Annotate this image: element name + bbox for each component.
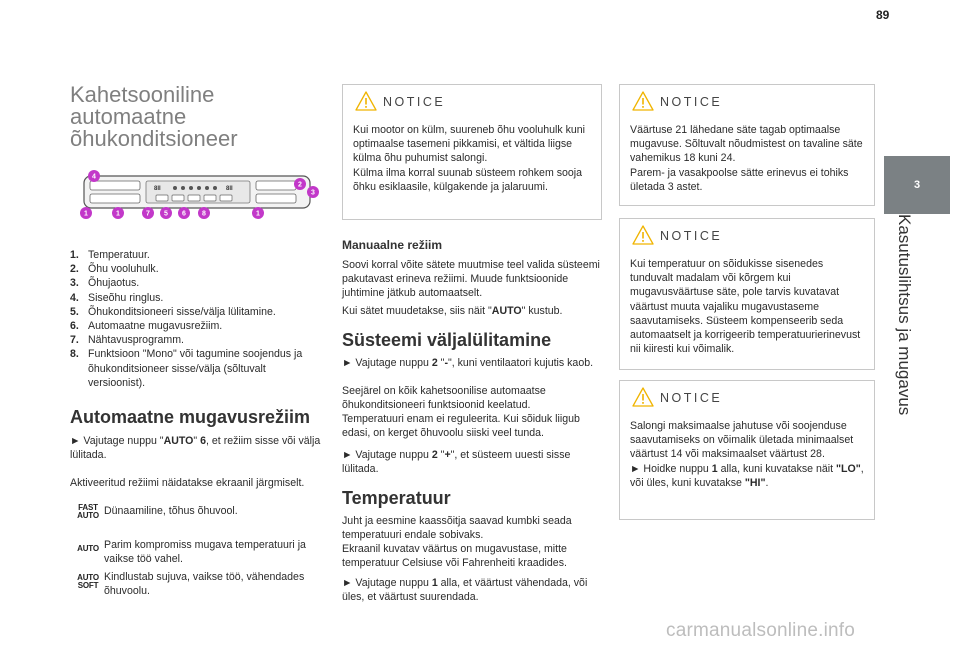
callout-2-label: 2 [298,181,302,189]
climate-panel-svg [72,168,324,224]
notice-header [620,85,874,119]
mode-fast-auto [72,504,324,520]
warning-triangle-icon [632,225,654,245]
callout-4-label: 4 [92,173,96,181]
notice-header [620,219,874,253]
manual-heading: Manuaalne režiim [342,238,443,252]
temperature-paragraph-3: ► Vajutage nuppu 1 alla, et väärtust vähendada, või üles, et väärtust suurendada. [342,577,588,604]
list-item: 8. Funktsioon "Mono" või tagumine soojendus ja õhukonditsioneer sisse/välja (sõltuvalt versioonist). [70,348,303,389]
notice-box-compensation [619,218,875,370]
temperature-paragraph-1: Juht ja eesmine kaassõitja saavad kumbki seada temperatuuri endale sobivaks. [342,515,572,542]
list-item: 4. Siseõhu ringlus. [70,291,164,304]
shutdown-paragraph-1: ► Vajutage nuppu 2 "-", kuni ventilaatori kujutis kaob. [342,357,594,369]
panel-right-slider-2 [256,194,296,203]
page-number: 89 [876,8,890,22]
list-item: 5. Õhukonditsioneeri sisse/välja lülitamine. [70,305,276,318]
callout-7-label: 7 [146,210,150,218]
manual-paragraph-1: Soovi korral võite sätete muutmise teel valida süsteemi pakutavast erineva režiimi. Muude funktsioonide juhtimine jätkub automaatselt. [342,259,600,300]
callout-1a-label: 1 [84,210,88,218]
warning-triangle-icon [632,91,654,111]
warning-triangle-icon [355,91,377,111]
chapter-title-vertical [892,214,916,474]
comfort-heading: Automaatne mugavusrežiim [70,407,311,427]
climate-panel-illustration [72,168,324,224]
watermark: carmanualsonline.info [666,620,856,641]
chapter-tab [884,156,950,214]
auto-icon: AUTO [77,544,99,553]
notice-box-max-cooling [619,380,875,520]
shutdown-heading: Süsteemi väljalülitamine [342,330,552,350]
callout-6-label: 6 [182,210,186,218]
mode-fast-auto-text: Dünaamiline, tõhus õhuvool. [104,505,238,517]
list-item: 2. Õhu vooluhulk. [70,263,159,276]
notice-header [620,381,874,415]
notice-body: Kui mootor on külm, suureneb õhu vooluhulk kuni optimaalse tasemeni pikkamisi, et vältida liigse külma õhu puhumist salongi. Külma ilma korral suunab süsteem rohkem sooja õhku esiklaasile, külgakende ja jalaruumi. [353,124,586,193]
callout-3-label: 3 [311,189,315,197]
notice-body: Kui temperatuur on sõidukisse sisenedes tunduvalt madalam või kõrgem kui mugavusväärtuse säte, pole tarvis kuvatavat väärtust muuta vajaliku mugavustaseme saavutamiseks. Süsteem kompenseerib seda automaatselt ja korrigeerib temperatuurierinevust nii kiiresti kui võimalik. [630,258,861,356]
callout-5-label: 5 [164,210,168,218]
controls-list [70,248,324,390]
section-title: Kahetsooniline automaatne õhukonditsioneer [70,82,238,151]
chapter-number: 3 [913,179,921,191]
temperature-heading: Temperatuur [342,488,451,508]
mode-auto-soft [72,570,324,598]
panel-left-slider [90,181,140,190]
panel-buttons [156,195,232,201]
notice-header [343,85,601,119]
comfort-paragraph-2: Aktiveeritud režiimi näidatakse ekraanil järgmiselt. [70,477,305,489]
list-item: 7. Nähtavusprogramm. [70,334,184,347]
list-item: 6. Automaatne mugavusrežiim. [70,320,223,333]
manual-paragraph-2: Kui sätet muudetakse, siis näit "AUTO" kustub. [342,305,563,317]
notice-box-optimal-setting [619,84,875,206]
panel-display-label-left: 8II [154,186,161,192]
comfort-paragraph-1: ► Vajutage nuppu "AUTO" 6, et režiim sisse või välja lülitada. [70,435,321,462]
notice-body: Salongi maksimaalse jahutuse või soojenduse saavutamiseks on võimalik ületada minimaalset väärtust 14 või maksimaalset väärtust 28. ► Hoidke nuppu 1 alla, kuni kuvatakse näit "LO", või üles, kuni kuvatakse "HI". [630,420,864,489]
callout-1b-label: 1 [116,210,120,218]
mode-auto-soft-text: Kindlustab sujuva, vaikse töö, vähendades õhuvoolu. [104,571,305,598]
notice-label: NOTICE [660,229,723,243]
chapter-title: Kasutuslihtsus ja mugavus [895,214,914,416]
notice-body: Väärtuse 21 lähedane säte tagab optimaalse mugavuse. Sõltuvalt nõudmistest on tavaline säte vahemikus 18 kuni 24. Parem- ja vasakpoolse sätte erinevus ei tohiks ületada 3 astet. [630,124,863,193]
shutdown-paragraph-2: Seejärel on kõik kahetsoonilise automaatse õhukonditsioneeri funktsioonid keelatud. [342,385,546,412]
panel-right-slider [256,181,296,190]
mode-auto [72,538,324,566]
mode-auto-text: Parim kompromiss mugava temperatuuri ja vaikse töö vahel. [104,539,306,566]
notice-box-cold-engine [342,84,602,220]
notice-label: NOTICE [383,95,446,109]
list-item: 3. Õhujaotus. [70,277,140,290]
notice-label: NOTICE [660,391,723,405]
shutdown-paragraph-3: Temperatuuri enam ei reguleerita. Kui sõiduk liigub edasi, on kerget õhuvoolu siiski veel tunda. [342,413,580,440]
callout-1c-label: 1 [256,210,260,218]
warning-triangle-icon [632,387,654,407]
notice-label: NOTICE [660,95,723,109]
list-item: 1. Temperatuur. [70,249,150,261]
panel-left-slider-2 [90,194,140,203]
temperature-paragraph-2: Ekraanil kuvatav väärtus on mugavustase, mitte temperatuur Celsiuse või Fahrenheiti kraadides. [342,543,567,570]
fast-auto-icon: FAST AUTO [77,503,99,520]
panel-display-label-right: 8II [226,186,233,192]
callout-8-label: 8 [202,210,206,218]
shutdown-paragraph-4: ► Vajutage nuppu 2 "+", et süsteem uuesti sisse lülitada. [342,449,571,476]
auto-soft-icon: AUTO SOFT [77,573,99,590]
